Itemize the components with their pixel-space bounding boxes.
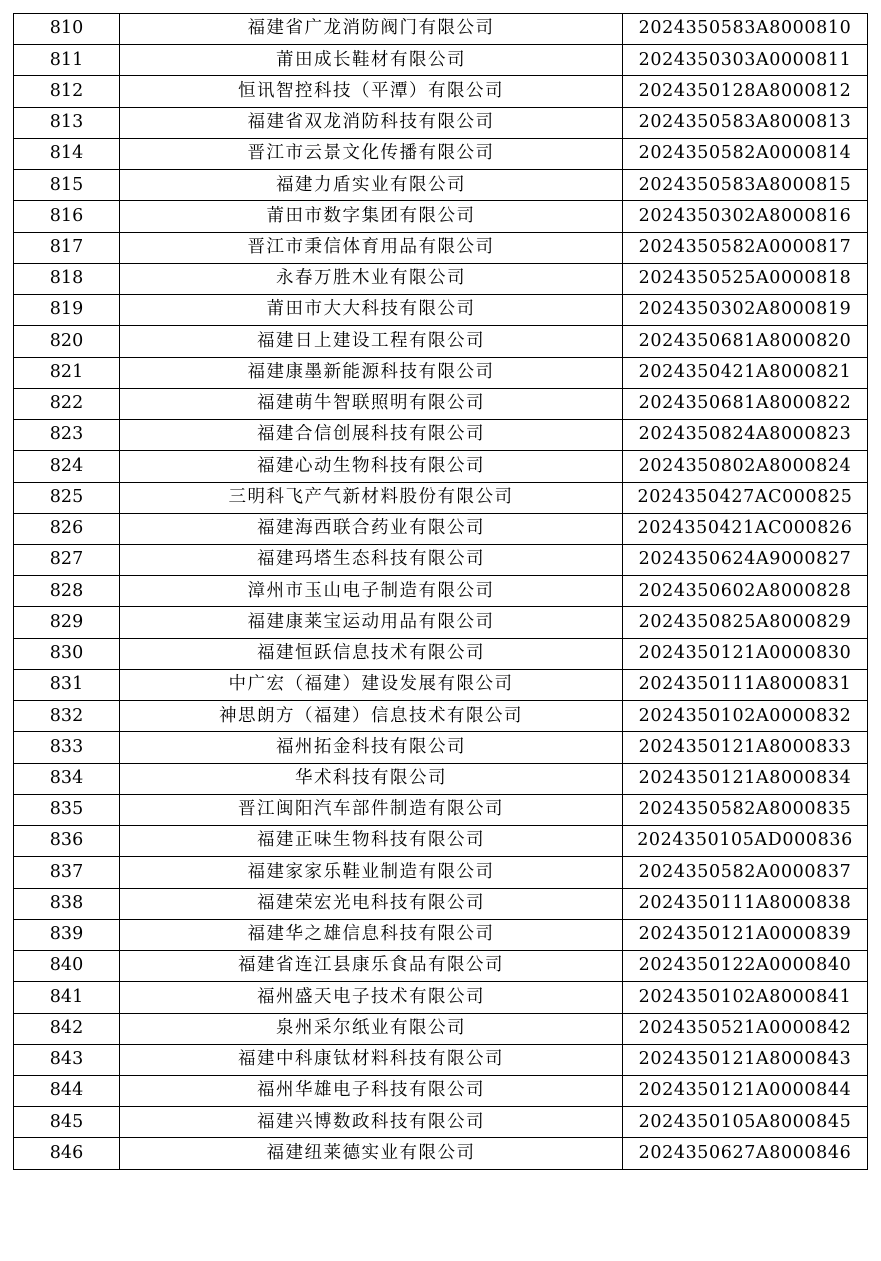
table-row	[14, 763, 868, 794]
registration-code-cell: 2024350421AC000826	[623, 513, 868, 544]
table-row	[14, 420, 868, 451]
table-row	[14, 76, 868, 107]
company-name-cell: 莆田市数字集团有限公司	[120, 201, 623, 232]
table-row	[14, 170, 868, 201]
table-row	[14, 1107, 868, 1138]
company-name-cell: 福建中科康钛材料科技有限公司	[120, 1044, 623, 1075]
registration-code-cell: 2024350102A8000841	[623, 982, 868, 1013]
row-number-cell: 811	[14, 45, 120, 76]
registration-code-cell: 2024350582A8000835	[623, 794, 868, 825]
table-row	[14, 669, 868, 700]
table-row	[14, 201, 868, 232]
registration-code-cell: 2024350624A9000827	[623, 544, 868, 575]
registration-code-cell: 2024350521A0000842	[623, 1013, 868, 1044]
table-row	[14, 232, 868, 263]
company-name-cell: 福建康莱宝运动用品有限公司	[120, 607, 623, 638]
company-name-cell: 福建海西联合药业有限公司	[120, 513, 623, 544]
row-number-cell: 819	[14, 295, 120, 326]
table-row	[14, 263, 868, 294]
row-number-cell: 845	[14, 1107, 120, 1138]
company-name-cell: 福州华雄电子科技有限公司	[120, 1075, 623, 1106]
company-registry-table	[13, 13, 868, 1170]
row-number-cell: 842	[14, 1013, 120, 1044]
row-number-cell: 831	[14, 669, 120, 700]
table-row	[14, 357, 868, 388]
table-row	[14, 1013, 868, 1044]
registration-code-cell: 2024350302A8000816	[623, 201, 868, 232]
company-name-cell: 恒讯智控科技（平潭）有限公司	[120, 76, 623, 107]
table-row	[14, 794, 868, 825]
registration-code-cell: 2024350105AD000836	[623, 826, 868, 857]
registration-code-cell: 2024350427AC000825	[623, 482, 868, 513]
table-row	[14, 951, 868, 982]
table-row	[14, 451, 868, 482]
registration-code-cell: 2024350302A8000819	[623, 295, 868, 326]
company-name-cell: 中广宏（福建）建设发展有限公司	[120, 669, 623, 700]
registration-code-cell: 2024350121A8000843	[623, 1044, 868, 1075]
row-number-cell: 814	[14, 138, 120, 169]
row-number-cell: 825	[14, 482, 120, 513]
registration-code-cell: 2024350102A0000832	[623, 701, 868, 732]
row-number-cell: 824	[14, 451, 120, 482]
registration-code-cell: 2024350121A8000834	[623, 763, 868, 794]
table-row	[14, 295, 868, 326]
table-row	[14, 732, 868, 763]
row-number-cell: 836	[14, 826, 120, 857]
company-name-cell: 三明科飞产气新材料股份有限公司	[120, 482, 623, 513]
row-number-cell: 828	[14, 576, 120, 607]
company-name-cell: 福建玛塔生态科技有限公司	[120, 544, 623, 575]
company-name-cell: 福建省双龙消防科技有限公司	[120, 107, 623, 138]
row-number-cell: 827	[14, 544, 120, 575]
table-row	[14, 607, 868, 638]
table-row	[14, 14, 868, 45]
company-name-cell: 福建恒跃信息技术有限公司	[120, 638, 623, 669]
table-row	[14, 857, 868, 888]
row-number-cell: 840	[14, 951, 120, 982]
registration-code-cell: 2024350121A0000830	[623, 638, 868, 669]
company-name-cell: 神思朗方（福建）信息技术有限公司	[120, 701, 623, 732]
company-name-cell: 福建荣宏光电科技有限公司	[120, 888, 623, 919]
row-number-cell: 815	[14, 170, 120, 201]
registration-code-cell: 2024350824A8000823	[623, 420, 868, 451]
row-number-cell: 820	[14, 326, 120, 357]
row-number-cell: 821	[14, 357, 120, 388]
registration-code-cell: 2024350303A0000811	[623, 45, 868, 76]
registration-code-cell: 2024350627A8000846	[623, 1138, 868, 1169]
registration-code-cell: 2024350121A0000839	[623, 919, 868, 950]
company-name-cell: 福建心动生物科技有限公司	[120, 451, 623, 482]
row-number-cell: 841	[14, 982, 120, 1013]
table-row	[14, 1138, 868, 1169]
table-row	[14, 701, 868, 732]
table-row	[14, 888, 868, 919]
registration-code-cell: 2024350525A0000818	[623, 263, 868, 294]
row-number-cell: 813	[14, 107, 120, 138]
company-name-cell: 福建萌牛智联照明有限公司	[120, 388, 623, 419]
registration-code-cell: 2024350583A8000815	[623, 170, 868, 201]
row-number-cell: 818	[14, 263, 120, 294]
registration-code-cell: 2024350111A8000838	[623, 888, 868, 919]
company-name-cell: 福建合信创展科技有限公司	[120, 420, 623, 451]
registration-code-cell: 2024350582A0000817	[623, 232, 868, 263]
row-number-cell: 837	[14, 857, 120, 888]
company-name-cell: 永春万胜木业有限公司	[120, 263, 623, 294]
row-number-cell: 834	[14, 763, 120, 794]
table-row	[14, 45, 868, 76]
registration-code-cell: 2024350421A8000821	[623, 357, 868, 388]
company-name-cell: 福州盛天电子技术有限公司	[120, 982, 623, 1013]
registry-table-body	[14, 14, 868, 1170]
table-row	[14, 826, 868, 857]
company-name-cell: 福建正味生物科技有限公司	[120, 826, 623, 857]
table-row	[14, 388, 868, 419]
registration-code-cell: 2024350121A0000844	[623, 1075, 868, 1106]
table-row	[14, 482, 868, 513]
registration-code-cell: 2024350602A8000828	[623, 576, 868, 607]
company-name-cell: 福建力盾实业有限公司	[120, 170, 623, 201]
table-row	[14, 138, 868, 169]
company-name-cell: 福建家家乐鞋业制造有限公司	[120, 857, 623, 888]
row-number-cell: 822	[14, 388, 120, 419]
row-number-cell: 812	[14, 76, 120, 107]
registration-code-cell: 2024350825A8000829	[623, 607, 868, 638]
row-number-cell: 830	[14, 638, 120, 669]
company-name-cell: 福建省连江县康乐食品有限公司	[120, 951, 623, 982]
table-row	[14, 982, 868, 1013]
registration-code-cell: 2024350681A8000822	[623, 388, 868, 419]
row-number-cell: 817	[14, 232, 120, 263]
row-number-cell: 816	[14, 201, 120, 232]
registration-code-cell: 2024350802A8000824	[623, 451, 868, 482]
row-number-cell: 838	[14, 888, 120, 919]
row-number-cell: 829	[14, 607, 120, 638]
company-name-cell: 晋江闽阳汽车部件制造有限公司	[120, 794, 623, 825]
table-row	[14, 107, 868, 138]
registration-code-cell: 2024350582A0000814	[623, 138, 868, 169]
table-row	[14, 326, 868, 357]
row-number-cell: 844	[14, 1075, 120, 1106]
registration-code-cell: 2024350122A0000840	[623, 951, 868, 982]
row-number-cell: 810	[14, 14, 120, 45]
company-name-cell: 福州拓金科技有限公司	[120, 732, 623, 763]
table-row	[14, 513, 868, 544]
registration-code-cell: 2024350583A8000813	[623, 107, 868, 138]
row-number-cell: 839	[14, 919, 120, 950]
table-row	[14, 544, 868, 575]
registration-code-cell: 2024350121A8000833	[623, 732, 868, 763]
table-row	[14, 576, 868, 607]
table-row	[14, 1044, 868, 1075]
company-name-cell: 华术科技有限公司	[120, 763, 623, 794]
registration-code-cell: 2024350582A0000837	[623, 857, 868, 888]
company-name-cell: 福建华之雄信息科技有限公司	[120, 919, 623, 950]
registration-code-cell: 2024350681A8000820	[623, 326, 868, 357]
company-name-cell: 福建日上建设工程有限公司	[120, 326, 623, 357]
company-name-cell: 福建兴博数政科技有限公司	[120, 1107, 623, 1138]
row-number-cell: 826	[14, 513, 120, 544]
table-row	[14, 638, 868, 669]
row-number-cell: 833	[14, 732, 120, 763]
row-number-cell: 832	[14, 701, 120, 732]
company-name-cell: 泉州采尔纸业有限公司	[120, 1013, 623, 1044]
registration-code-cell: 2024350583A8000810	[623, 14, 868, 45]
row-number-cell: 823	[14, 420, 120, 451]
company-name-cell: 福建纽莱德实业有限公司	[120, 1138, 623, 1169]
table-row	[14, 919, 868, 950]
company-name-cell: 福建康墨新能源科技有限公司	[120, 357, 623, 388]
company-name-cell: 福建省广龙消防阀门有限公司	[120, 14, 623, 45]
company-name-cell: 晋江市秉信体育用品有限公司	[120, 232, 623, 263]
row-number-cell: 843	[14, 1044, 120, 1075]
registration-code-cell: 2024350111A8000831	[623, 669, 868, 700]
registration-code-cell: 2024350105A8000845	[623, 1107, 868, 1138]
company-name-cell: 晋江市云景文化传播有限公司	[120, 138, 623, 169]
company-name-cell: 莆田市大大科技有限公司	[120, 295, 623, 326]
table-row	[14, 1075, 868, 1106]
row-number-cell: 835	[14, 794, 120, 825]
registration-code-cell: 2024350128A8000812	[623, 76, 868, 107]
company-name-cell: 漳州市玉山电子制造有限公司	[120, 576, 623, 607]
row-number-cell: 846	[14, 1138, 120, 1169]
company-name-cell: 莆田成长鞋材有限公司	[120, 45, 623, 76]
